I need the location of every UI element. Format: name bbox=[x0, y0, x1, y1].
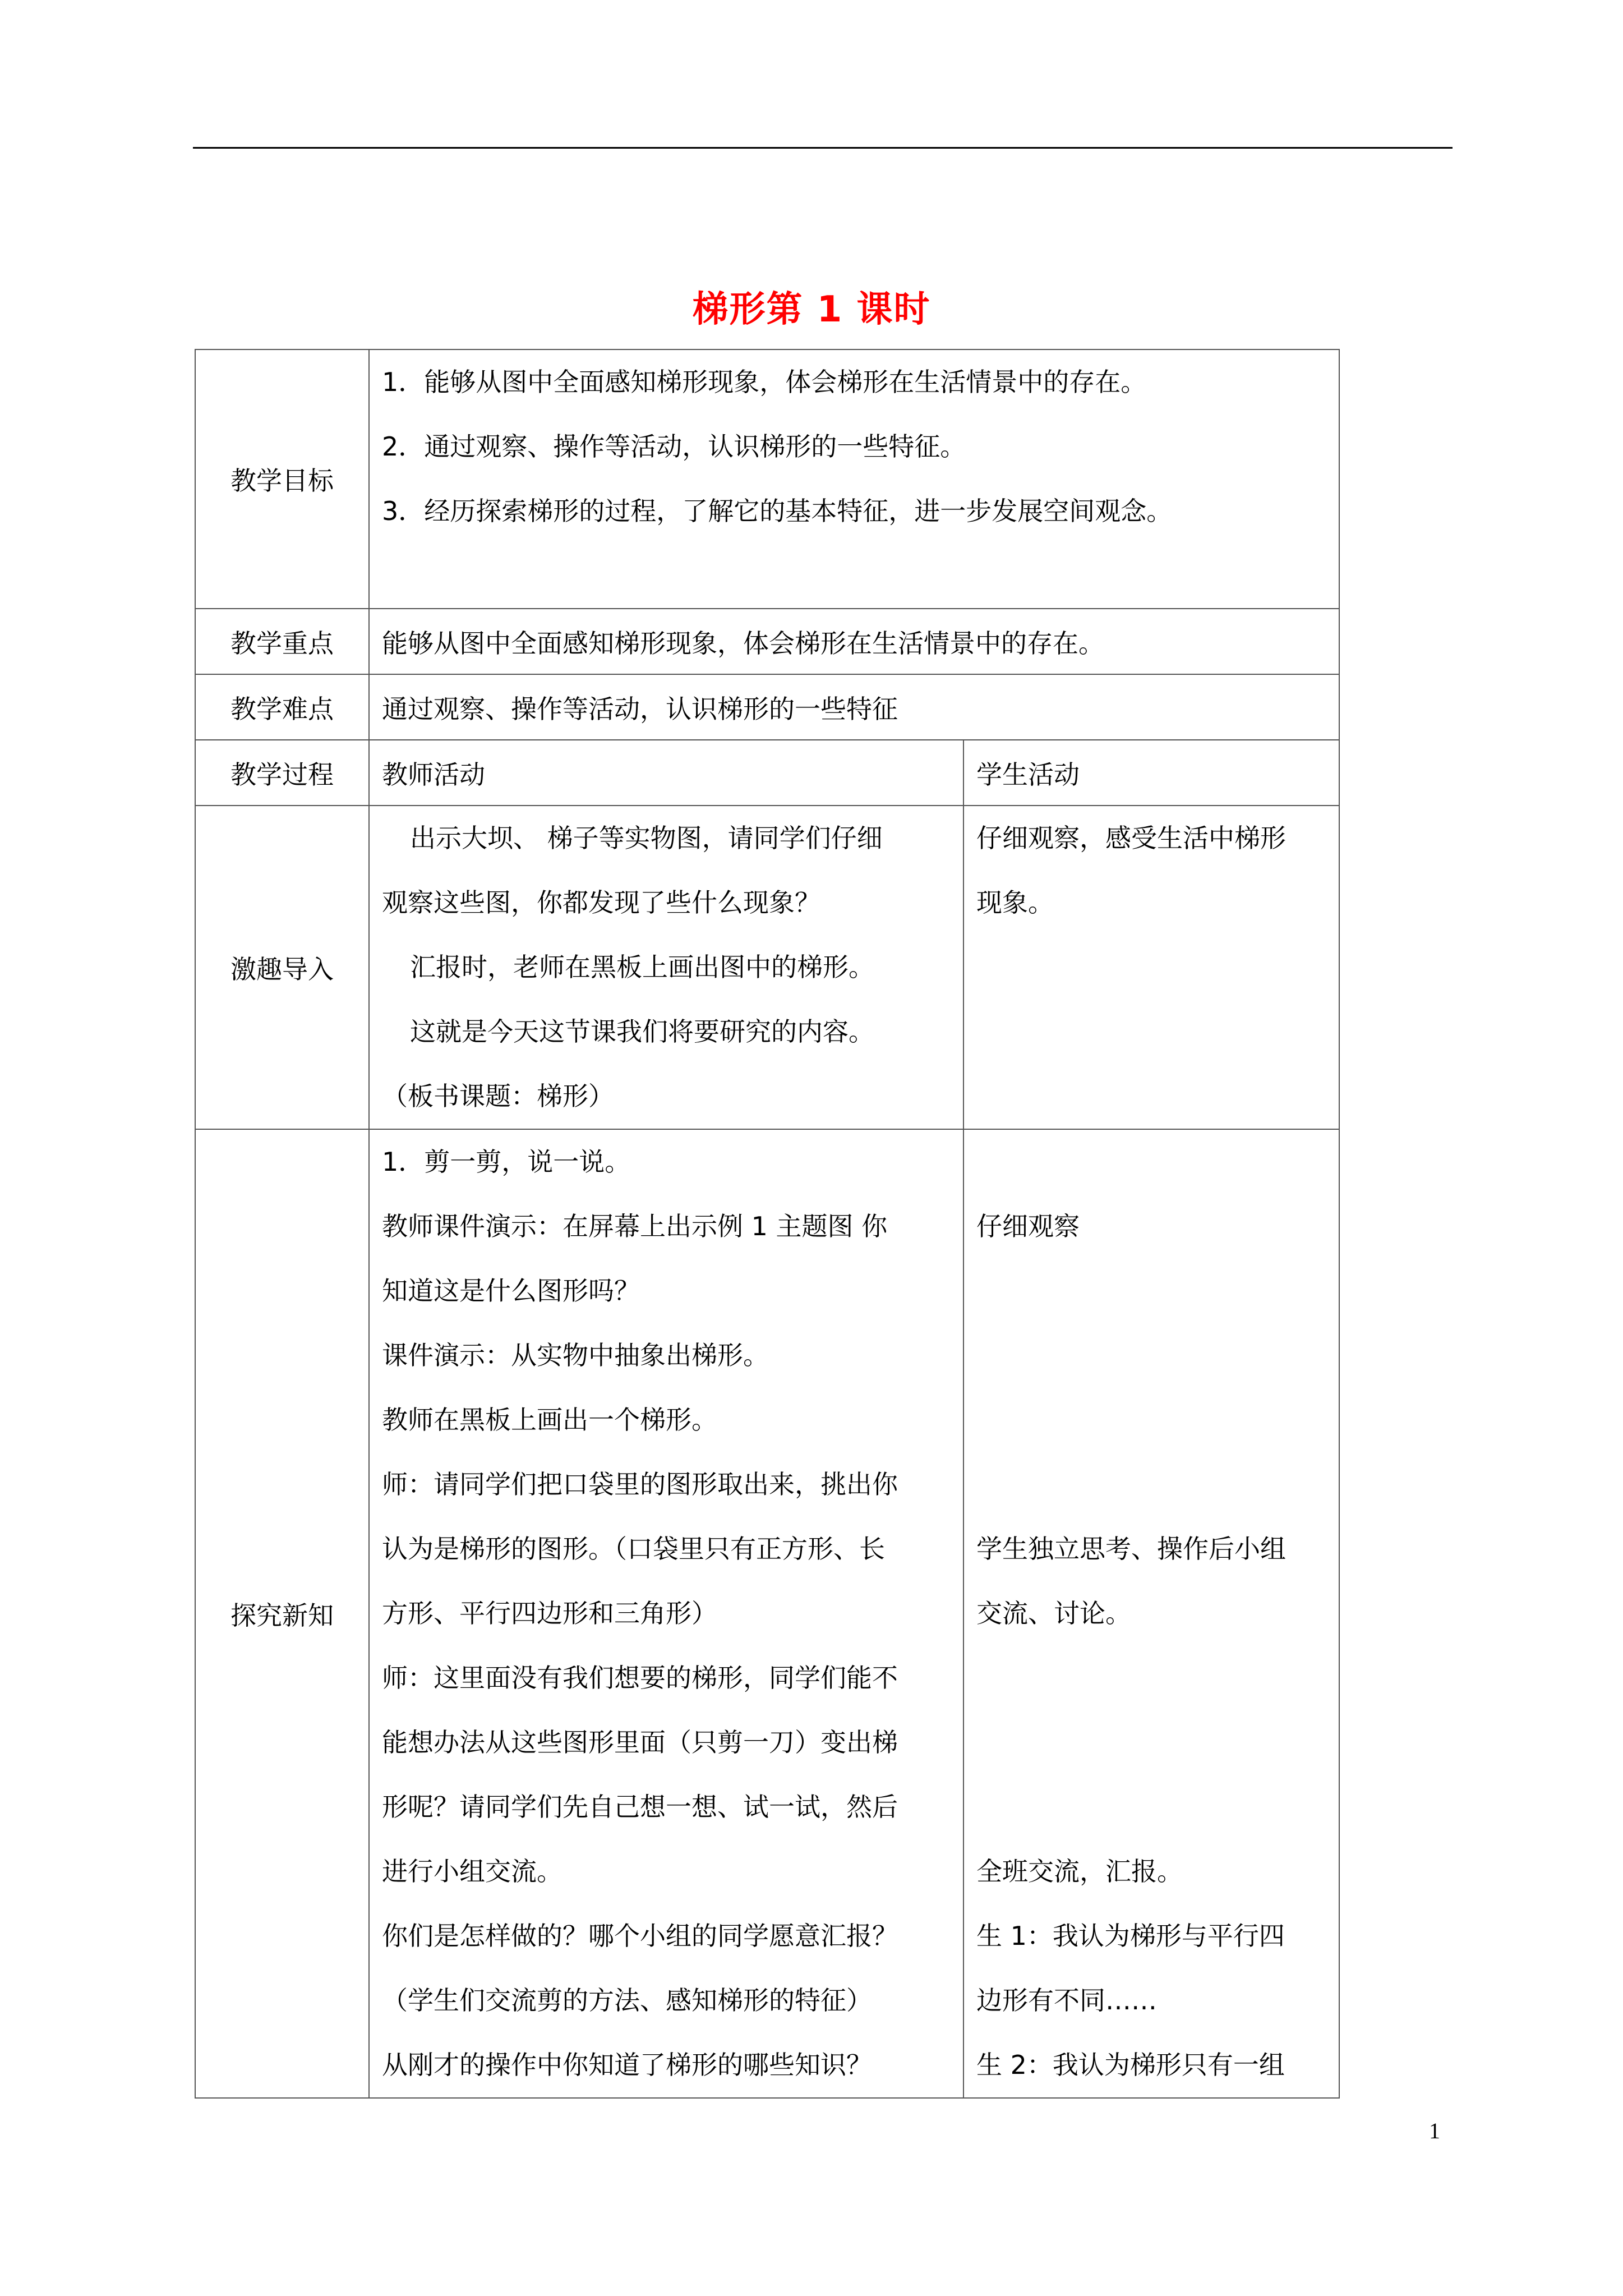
explore-student-line bbox=[976, 1323, 1326, 1388]
explore-teacher-line: 课件演示：从实物中抽象出梯形。 bbox=[382, 1340, 769, 1370]
explore-teacher-line: 方形、平行四边形和三角形） bbox=[382, 1598, 717, 1628]
intro-teacher-line: 汇报时，老师在黑板上画出图中的梯形。 bbox=[410, 952, 874, 982]
page-title: 梯形第 1 课时 bbox=[692, 289, 931, 330]
explore-student-line: 仔细观察 bbox=[976, 1211, 1080, 1241]
label-difficulty: 教学难点 bbox=[195, 674, 369, 740]
key-point-text: 能够从图中全面感知梯形现象，体会梯形在生活情景中的存在。 bbox=[369, 609, 1339, 674]
explore-teacher-line: 知道这是什么图形吗？ bbox=[382, 1276, 640, 1306]
explore-student-line: 边形有不同…… bbox=[976, 1985, 1157, 2016]
label-key-point: 教学重点 bbox=[195, 609, 369, 674]
explore-teacher-line: 能想办法从这些图形里面（只剪一刀）变出梯 bbox=[382, 1727, 898, 1757]
explore-teacher-line: 师：请同学们把口袋里的图形取出来，挑出你 bbox=[382, 1469, 898, 1499]
goals-cell bbox=[369, 349, 1339, 609]
student-activity-header: 学生活动 bbox=[963, 740, 1339, 806]
row-difficulty bbox=[195, 674, 1339, 740]
explore-student-line bbox=[976, 1775, 1326, 1839]
explore-teacher-line: 进行小组交流。 bbox=[382, 1856, 562, 1887]
explore-teacher-line: 从刚才的操作中你知道了梯形的哪些知识？ bbox=[382, 2050, 872, 2080]
explore-student-line bbox=[976, 1452, 1326, 1517]
goal-line: 1．能够从图中全面感知梯形现象，体会梯形在生活情景中的存在。 bbox=[382, 367, 1147, 397]
intro-student-cell bbox=[963, 806, 1339, 1129]
intro-teacher-cell bbox=[369, 806, 963, 1129]
explore-student-line bbox=[976, 1646, 1326, 1710]
explore-teacher-line: 认为是梯形的图形。（口袋里只有正方形、长 bbox=[382, 1534, 885, 1564]
goal-line: 2．通过观察、操作等活动，认识梯形的一些特征。 bbox=[382, 431, 966, 462]
row-key-point bbox=[195, 609, 1339, 674]
lesson-plan-table bbox=[195, 349, 1340, 2099]
explore-student-line: 学生独立思考、操作后小组 bbox=[976, 1534, 1286, 1564]
header-rule bbox=[193, 147, 1453, 149]
explore-student-cell bbox=[963, 1129, 1339, 2098]
page-number: 1 bbox=[1429, 2118, 1440, 2143]
intro-teacher-line: （板书课题：梯形） bbox=[382, 1081, 614, 1111]
row-explore bbox=[195, 1129, 1339, 2098]
explore-student-line bbox=[976, 1130, 1326, 1194]
row-goals bbox=[195, 349, 1339, 609]
explore-student-line bbox=[976, 1710, 1326, 1775]
explore-teacher-line: 教师在黑板上画出一个梯形。 bbox=[382, 1405, 717, 1435]
row-process bbox=[195, 740, 1339, 806]
intro-teacher-line: 观察这些图，你都发现了些什么现象？ bbox=[382, 887, 820, 918]
intro-teacher-line: 这就是今天这节课我们将要研究的内容。 bbox=[410, 1016, 874, 1047]
row-intro bbox=[195, 806, 1339, 1129]
explore-student-line bbox=[976, 1388, 1326, 1452]
explore-teacher-line: （学生们交流剪的方法、感知梯形的特征） bbox=[382, 1985, 872, 2016]
explore-student-line: 全班交流，汇报。 bbox=[976, 1856, 1183, 1887]
label-intro: 激趣导入 bbox=[195, 806, 369, 1129]
explore-teacher-line: 你们是怎样做的？哪个小组的同学愿意汇报？ bbox=[382, 1921, 898, 1951]
intro-student-line: 现象。 bbox=[976, 887, 1054, 918]
label-goals: 教学目标 bbox=[195, 349, 369, 609]
explore-student-line bbox=[976, 1259, 1326, 1323]
label-explore: 探究新知 bbox=[195, 1129, 369, 2098]
explore-teacher-line: 形呢？请同学们先自己想一想、试一试，然后 bbox=[382, 1792, 898, 1822]
difficulty-text: 通过观察、操作等活动，认识梯形的一些特征 bbox=[369, 674, 1339, 740]
explore-student-line: 交流、讨论。 bbox=[976, 1598, 1131, 1628]
label-process: 教学过程 bbox=[195, 740, 369, 806]
teacher-activity-header: 教师活动 bbox=[369, 740, 963, 806]
explore-student-line: 生 1：我认为梯形与平行四 bbox=[976, 1921, 1285, 1951]
goal-line: 3．经历探索梯形的过程，了解它的基本特征，进一步发展空间观念。 bbox=[382, 496, 1173, 526]
explore-teacher-line: 教师课件演示：在屏幕上出示例 1 主题图 你 bbox=[382, 1211, 888, 1241]
explore-student-line: 生 2：我认为梯形只有一组 bbox=[976, 2050, 1285, 2080]
explore-teacher-line: 1．剪一剪，说一说。 bbox=[382, 1147, 631, 1177]
intro-student-line: 仔细观察，感受生活中梯形 bbox=[976, 823, 1286, 853]
intro-teacher-line: 出示大坝、 梯子等实物图，请同学们仔细 bbox=[410, 823, 883, 853]
explore-teacher-line: 师：这里面没有我们想要的梯形，同学们能不 bbox=[382, 1663, 898, 1693]
explore-teacher-cell bbox=[369, 1129, 963, 2098]
